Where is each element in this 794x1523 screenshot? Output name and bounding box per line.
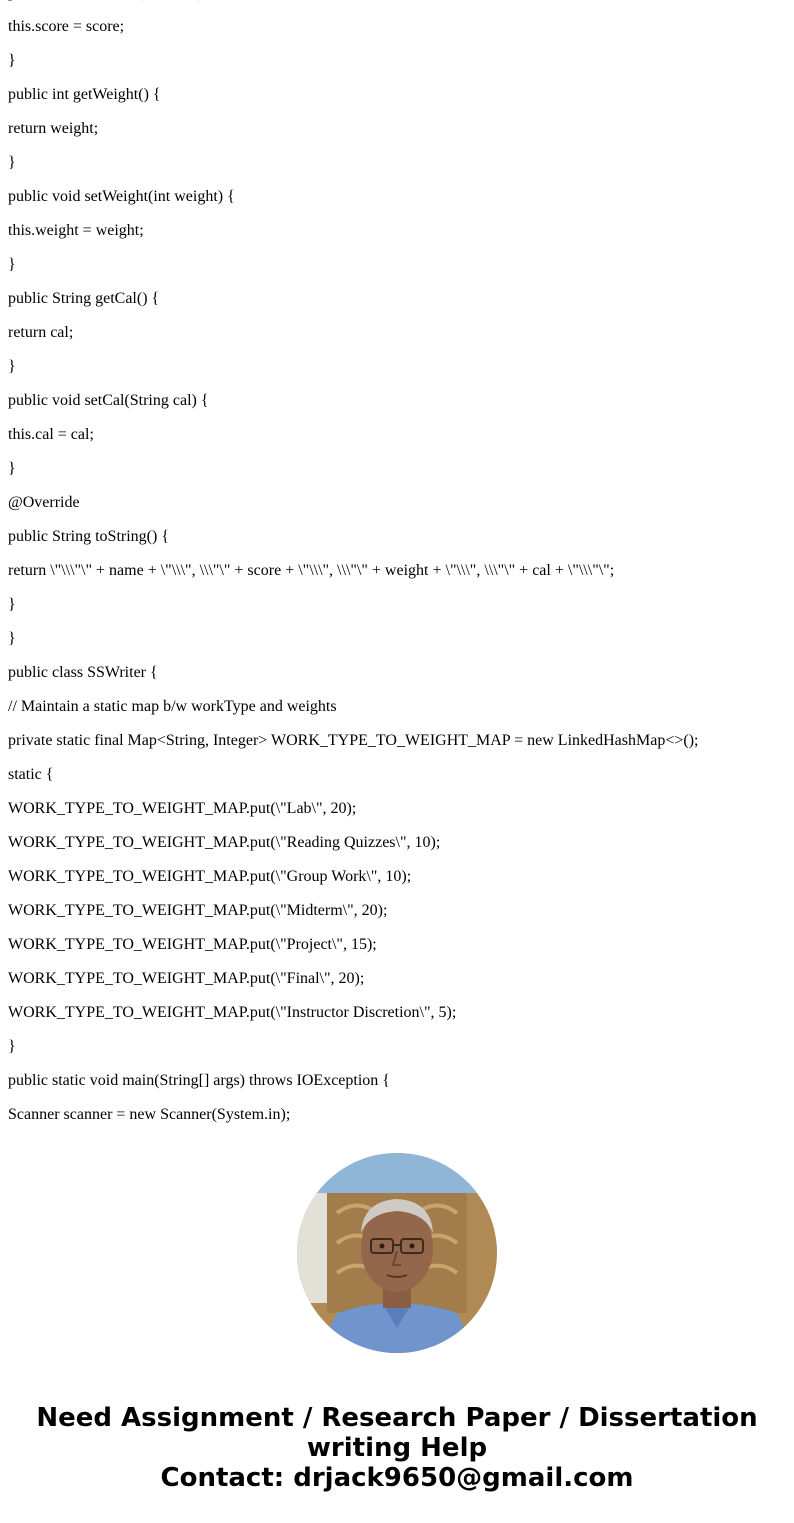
promo-headline: Need Assignment / Research Paper / Dissertation [36,1403,758,1433]
code-line: } [8,256,16,273]
code-line: } [8,154,16,171]
code-line: public void setCal(String cal) { [8,392,209,409]
code-line: } [8,52,16,69]
code-line: } [8,358,16,375]
code-line: WORK_TYPE_TO_WEIGHT_MAP.put(\"Lab\", 20); [8,800,357,817]
code-line: WORK_TYPE_TO_WEIGHT_MAP.put(\"Project\", 15); [8,936,377,953]
code-line: // Maintain a static map b/w workType and weights [8,698,337,715]
code-line: this.score = score; [8,18,125,35]
code-line: public String getCal() { [8,290,160,307]
code-line: static { [8,766,54,783]
promo-banner [0,1403,794,1493]
code-line: private static final Map<String, Integer> WORK_TYPE_TO_WEIGHT_MAP = new LinkedHashMap<>(); [8,732,699,749]
code-line: } [8,596,16,613]
code-line: this.weight = weight; [8,222,144,239]
code-line: return \"\\\"\" + name + \"\\\", \\\"\" + score + \"\\\", \\\"\" + weight + \"\\\", \\\"\" + cal + \"\\\"\"; [8,562,615,579]
code-line: WORK_TYPE_TO_WEIGHT_MAP.put(\"Final\", 20); [8,970,365,987]
code-line: WORK_TYPE_TO_WEIGHT_MAP.put(\"Reading Quizzes\", 10); [8,834,441,851]
promo-subheadline: writing Help [306,1433,488,1463]
code-line: } [8,460,16,477]
code-line: public class SSWriter { [8,664,158,681]
code-line: WORK_TYPE_TO_WEIGHT_MAP.put(\"Group Work\", 10); [8,868,412,885]
code-line: public int getWeight() { [8,86,161,103]
code-line: public void setWeight(int weight) { [8,188,235,205]
code-line: Scanner scanner = new Scanner(System.in); [8,1106,291,1123]
code-line: WORK_TYPE_TO_WEIGHT_MAP.put(\"Instructor Discretion\", 5); [8,1004,457,1021]
promo-contact: Contact: drjack9650@gmail.com [160,1463,634,1493]
code-line: } [8,1038,16,1055]
code-line: public static void main(String[] args) throws IOException { [8,1072,390,1089]
code-line [8,0,216,3]
code-line: @Override [8,494,80,511]
author-portrait-image [297,1153,497,1353]
code-line: return weight; [8,120,99,137]
code-line: } [8,630,16,647]
author-avatar [297,1153,497,1353]
code-line: return cal; [8,324,74,341]
code-line: WORK_TYPE_TO_WEIGHT_MAP.put(\"Midterm\", 20); [8,902,388,919]
code-line: this.cal = cal; [8,426,94,443]
code-line: public String toString() { [8,528,170,545]
